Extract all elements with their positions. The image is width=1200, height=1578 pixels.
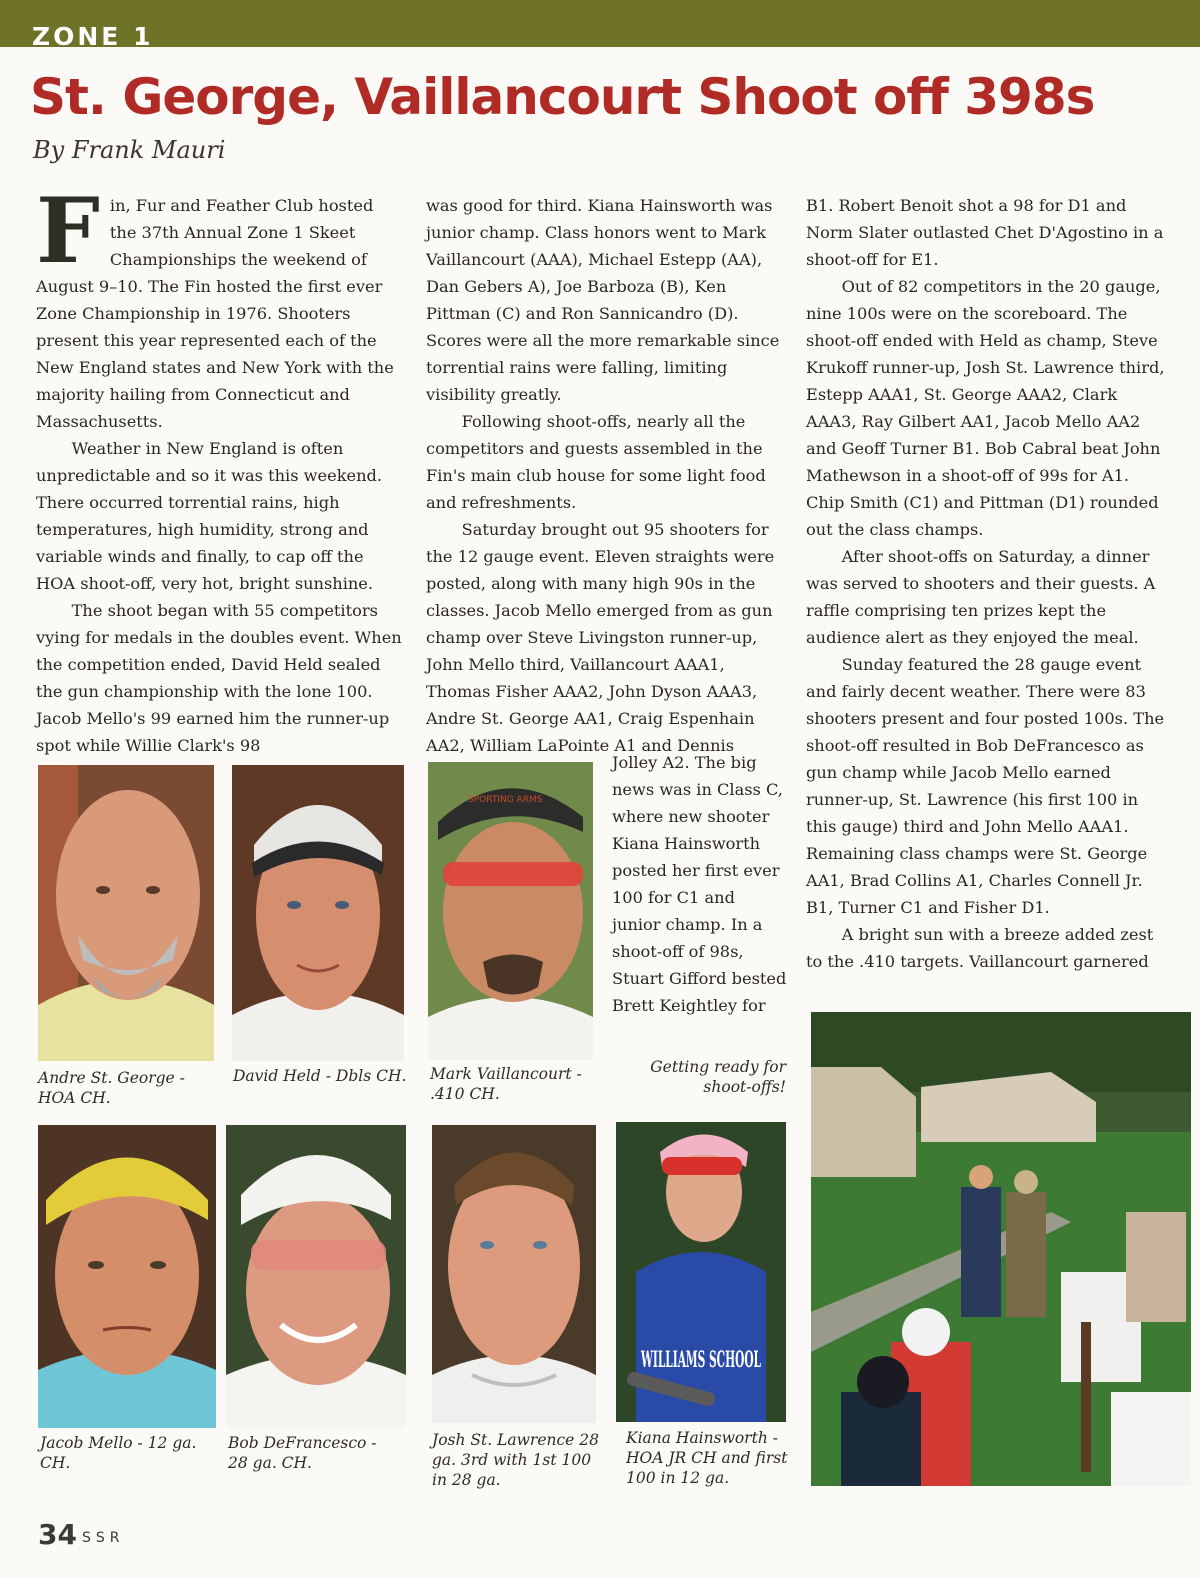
page-title: St. George, Vaillancourt Shoot off 398s [30, 68, 1095, 126]
photo-caption: David Held - Dbls CH. [233, 1067, 407, 1085]
photo-mark-vaillancourt [428, 762, 593, 1060]
photo-caption: Getting ready for shoot-offs! [650, 1058, 786, 1096]
photo-david-held [232, 765, 404, 1061]
cap-logo-text: SPORTING ARMS [468, 795, 543, 805]
paragraph: The shoot began with 55 competitors vying for medals in the doubles event. When the competition ended, David Held sealed the gun championship with the lone 100. Jacob Mello's 99 earned him the runner-up spot while Willie Clark's 98 [36, 601, 402, 755]
paragraph: B1. Robert Benoit shot a 98 for D1 and Norm Slater outlasted Chet D'Agostino in a shoot-off for E1. [806, 196, 1164, 269]
photo-caption: Kiana Hainsworth - HOA JR CH and first 100 in 12 ga. [626, 1429, 788, 1487]
photo-jacob-mello [38, 1125, 216, 1428]
article-column-1 [36, 178, 402, 759]
paragraph: Saturday brought out 95 shooters for the 12 gauge event. Eleven straights were posted, along with many high 90s in the classes. Jacob Mello emerged from as gun champ over Steve Livingston runner-up, John Mello third, Vaillancourt AAA1, Thomas Fisher AAA2, John Dyson AAA3, Andre St. George AA1, Craig Espenhain AA2, William LaPointe A1 and Dennis [426, 520, 775, 755]
paragraph: A bright sun with a breeze added zest to the .410 targets. Vaillancourt garnered [806, 925, 1154, 971]
photo-caption: Josh St. Lawrence 28 ga. 3rd with 1st 100 in 28 ga. [432, 1431, 599, 1489]
byline: By Frank Mauri [33, 136, 226, 164]
photo-andre-st-george [38, 765, 214, 1061]
drop-cap: F [36, 178, 100, 284]
section-banner [0, 0, 1200, 51]
photo-josh-st-lawrence [432, 1125, 596, 1423]
photo-kiana-hainsworth [616, 1122, 786, 1422]
paragraph: was good for third. Kiana Hainsworth was junior champ. Class honors went to Mark Vaillancourt (AAA), Michael Estepp (AA), Dan Gebers A), Joe Barboza (B), Ken Pittman (C) and Ron Sannicandro (D). Scores were all the more remarkable since torrential rains were falling, limiting visibility greatly. [426, 196, 780, 404]
photo-caption: Andre St. George - HOA CH. [38, 1069, 185, 1107]
paragraph: Jolley A2. The big news was in Class C, where new shooter Kiana Hainsworth posted her first ever 100 for C1 and junior champ. In a shoot-off of 98s, Stuart Gifford bested Brett Keightley for [612, 753, 787, 1015]
page-number: 34 [38, 1518, 77, 1551]
paragraph: After shoot-offs on Saturday, a dinner was served to shooters and their guests. A raffle comprising ten prizes kept the audience alert as they enjoyed the meal. [806, 547, 1156, 647]
magazine-name: SSR [82, 1530, 125, 1546]
photo-caption: Bob DeFrancesco - 28 ga. CH. [228, 1434, 377, 1472]
photo-caption: Mark Vaillancourt - .410 CH. [430, 1065, 582, 1103]
paragraph: Weather in New England is often unpredictable and so it was this weekend. There occurred torrential rains, high temperatures, high humidity, strong and variable winds and finally, to cap off the HOA shoot-off, very hot, bright sunshine. [36, 439, 383, 593]
paragraph: Fin, Fur and Feather Club hosted the 37th Annual Zone 1 Skeet Championships the weekend of August 9–10. The Fin hosted the first ever Zone Championship in 1976. Shooters present this year represented each of the New England states and New York with the majority hailing from Connecticut and Massachusetts. [36, 178, 394, 431]
shirt-text: WILLIAMS SCHOOL [640, 1347, 761, 1373]
paragraph: Sunday featured the 28 gauge event and fairly decent weather. There were 83 shooters present and four posted 100s. The shoot-off resulted in Bob DeFrancesco as gun champ while Jacob Mello earned runner-up, St. Lawrence (his first 100 in this gauge) third and John Mello AAA1. Remaining class champs were St. George AA1, Brad Collins A1, Charles Connell Jr. B1, Turner C1 and Fisher D1. [806, 655, 1165, 917]
article-column-3 [806, 192, 1166, 975]
photo-caption: Jacob Mello - 12 ga. CH. [40, 1434, 197, 1472]
photo-group-shoot-off [811, 1012, 1191, 1486]
paragraph: Following shoot-offs, nearly all the competitors and guests assembled in the Fin's main club house for some light food and refreshments. [426, 412, 766, 512]
photo-bob-defrancesco [226, 1125, 406, 1428]
paragraph: Out of 82 competitors in the 20 gauge, nine 100s were on the scoreboard. The shoot-off ended with Held as champ, Steve Krukoff runner-up, Josh St. Lawrence third, Estepp AAA1, St. George AAA2, Clark AAA3, Ray Gilbert AA1, Jacob Mello AA2 and Geoff Turner B1. Bob Cabral beat John Mathewson in a shoot-off of 99s for A1. Chip Smith (C1) and Pittman (D1) rounded out the class champs. [806, 277, 1165, 539]
section-label: ZONE 1 [32, 22, 154, 51]
